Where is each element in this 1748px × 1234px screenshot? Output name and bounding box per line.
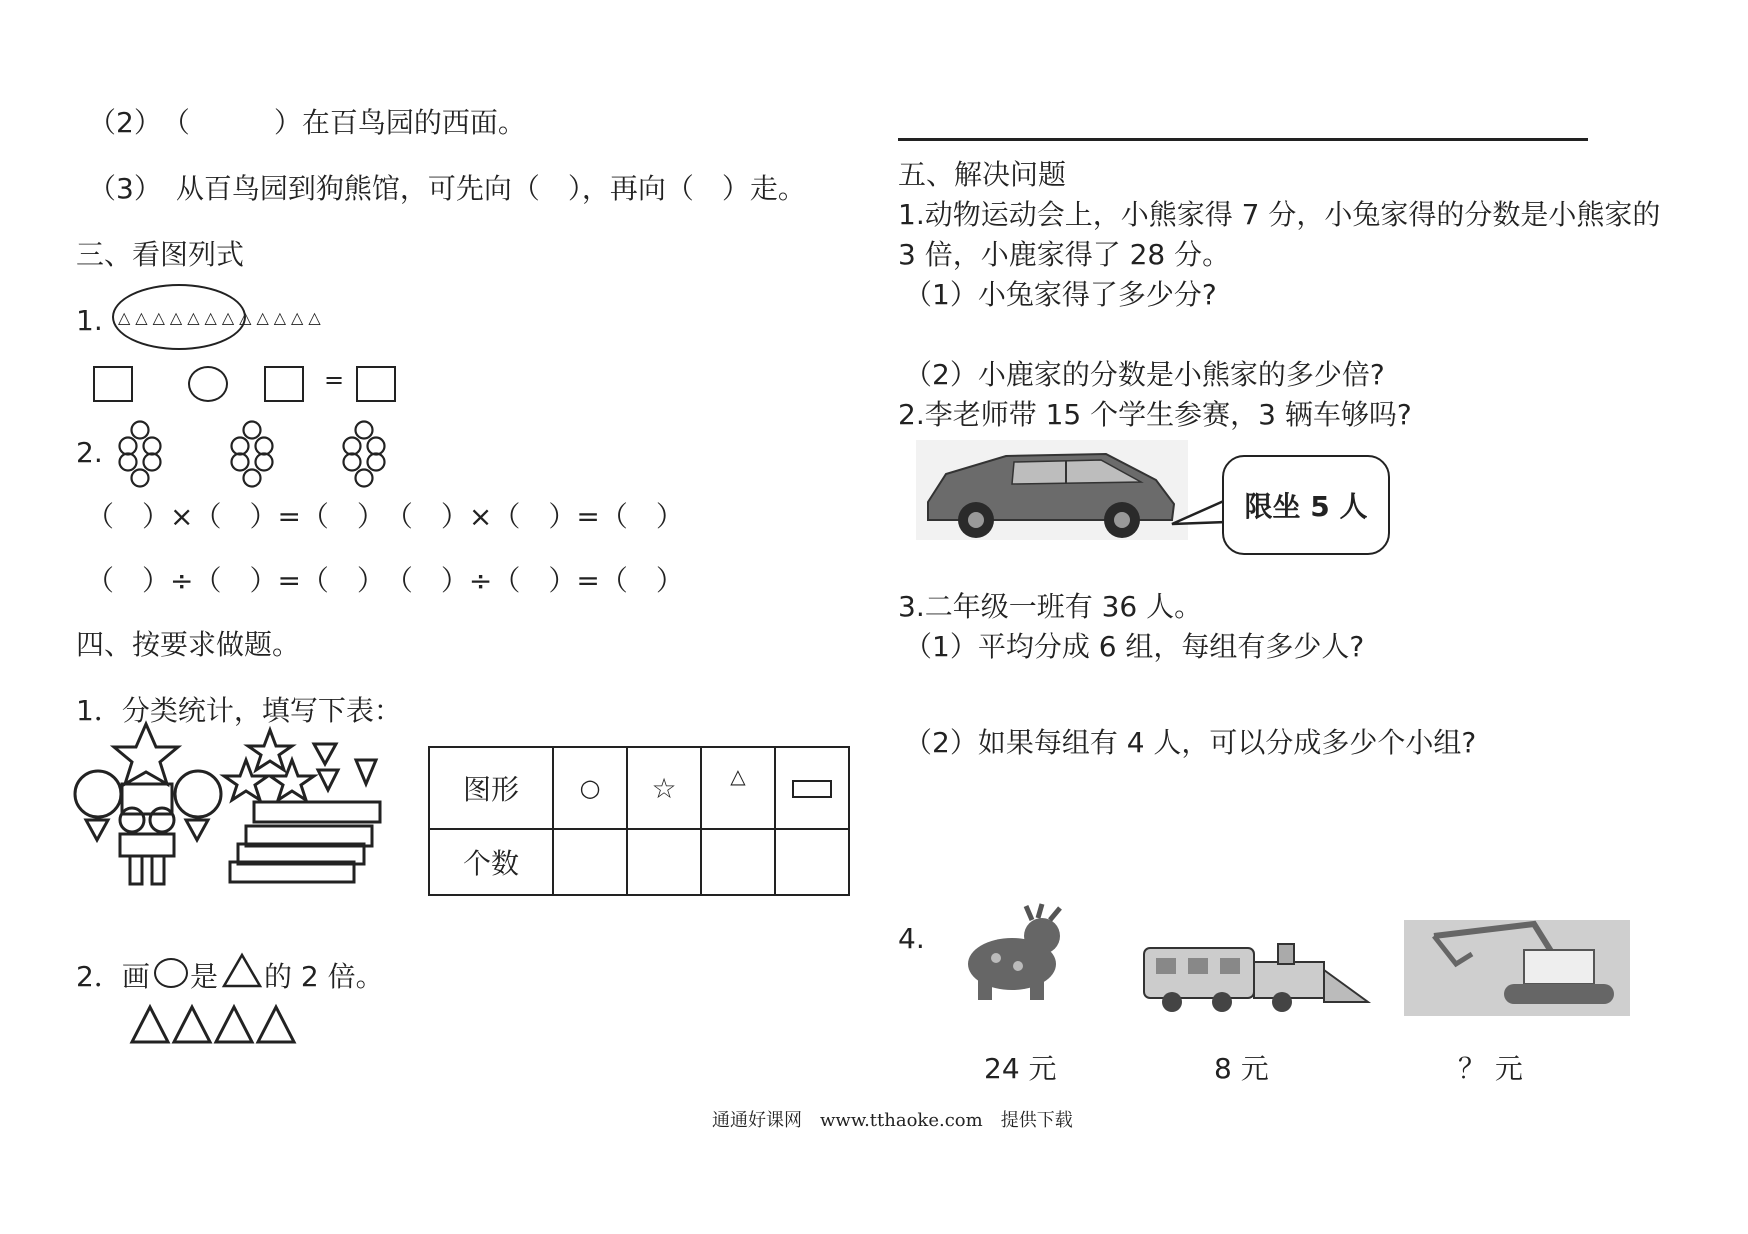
question-2-text: （2） （ ）在百鸟园的西面。 bbox=[88, 106, 526, 139]
table-cell-circle-count[interactable] bbox=[553, 829, 627, 895]
problem-2-text: 2.李老师带 15 个学生参赛，3 辆车够吗? bbox=[898, 398, 1412, 431]
equals-sign: = bbox=[324, 366, 345, 394]
table-col-circle: ○ bbox=[553, 747, 627, 829]
section-4-item-1: 1．分类统计，填写下表： bbox=[76, 694, 402, 727]
price-deer: 24 元 bbox=[984, 1052, 1057, 1085]
answer-box-3[interactable] bbox=[356, 366, 396, 402]
table-col-triangle: △ bbox=[701, 747, 775, 829]
section-3-item-1-number: 1. bbox=[76, 304, 103, 337]
footer-text: 通通好课网 www.tthaoke.com 提供下载 bbox=[712, 1110, 1073, 1131]
statistics-table bbox=[428, 746, 850, 896]
car-image bbox=[916, 440, 1188, 540]
table-col-star: ☆ bbox=[627, 747, 701, 829]
problem-1-line-1: 1.动物运动会上，小熊家得 7 分，小兔家得的分数是小熊家的 bbox=[898, 198, 1661, 231]
triangle-icon bbox=[222, 952, 262, 988]
table-header-shape: 图形 bbox=[429, 747, 553, 829]
section-4-item-2-c: 的 2 倍。 bbox=[264, 960, 384, 993]
section-4-item-2-b: 是 bbox=[190, 960, 219, 993]
circle-icon bbox=[154, 958, 188, 988]
problem-3-question-2: （2）如果每组有 4 人，可以分成多少个小组? bbox=[904, 726, 1477, 759]
price-excavator: ？ 元 bbox=[1458, 1052, 1523, 1085]
table-header-count: 个数 bbox=[429, 829, 553, 895]
section-3-title: 三、看图列式 bbox=[76, 238, 245, 271]
question-3-text: （3） 从百鸟园到狗熊馆，可先向（ ），再向（ ）走。 bbox=[88, 172, 806, 205]
section-5-title: 五、解决问题 bbox=[898, 158, 1067, 191]
section-3-item-2-number: 2. bbox=[76, 436, 103, 469]
price-train: 8 元 bbox=[1214, 1052, 1269, 1085]
toy-excavator-image bbox=[1404, 920, 1630, 1016]
table-cell-rectangle-count[interactable] bbox=[775, 829, 849, 895]
division-line: （ ）÷（ ）=（ ） （ ）÷（ ）=（ ） bbox=[86, 564, 684, 597]
four-triangles bbox=[130, 1004, 310, 1046]
top-divider-line bbox=[898, 138, 1588, 141]
problem-1-line-2: 3 倍，小鹿家得了 28 分。 bbox=[898, 238, 1231, 271]
toy-deer-image bbox=[956, 904, 1082, 1002]
shape-figures-picture bbox=[70, 722, 390, 888]
flower-circles-groups bbox=[108, 418, 408, 490]
section-4-item-2-a: 2．画 bbox=[76, 960, 150, 993]
rectangle-icon bbox=[792, 780, 832, 798]
grouping-ellipse bbox=[112, 284, 246, 350]
table-col-rectangle bbox=[775, 747, 849, 829]
section-4-title: 四、按要求做题。 bbox=[76, 628, 301, 661]
problem-3-question-1: （1）平均分成 6 组，每组有多少人? bbox=[904, 630, 1365, 663]
triangle-row: △△△△△△△△△△△△ bbox=[118, 308, 326, 327]
table-cell-triangle-count[interactable] bbox=[701, 829, 775, 895]
seat-limit-bubble: 限坐 5 人 bbox=[1222, 455, 1390, 555]
multiplication-line: （ ）×（ ）=（ ） （ ）×（ ）=（ ） bbox=[86, 500, 684, 533]
table-cell-star-count[interactable] bbox=[627, 829, 701, 895]
operator-circle-blank[interactable] bbox=[188, 366, 228, 402]
problem-3-text: 3.二年级一班有 36 人。 bbox=[898, 590, 1203, 623]
problem-1-question-1: （1）小兔家得了多少分? bbox=[904, 278, 1217, 311]
toy-train-image bbox=[1142, 940, 1372, 1014]
problem-4-number: 4. bbox=[898, 922, 925, 955]
problem-1-question-2: （2）小鹿家的分数是小熊家的多少倍? bbox=[904, 358, 1385, 391]
answer-box-1[interactable] bbox=[93, 366, 133, 402]
answer-box-2[interactable] bbox=[264, 366, 304, 402]
